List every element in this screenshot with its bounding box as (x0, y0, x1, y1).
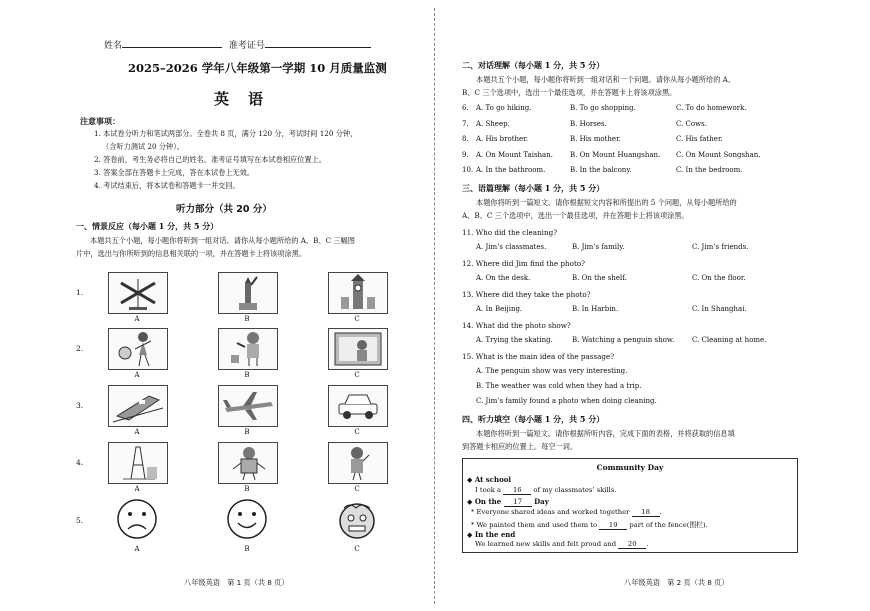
question-text: 15. What is the main idea of the passage? (462, 352, 615, 361)
option-a[interactable]: A. In the bathroom. (476, 166, 546, 174)
option-b[interactable]: B. Jim’s family. (572, 243, 625, 251)
listening-title: 听力部分（共 20 分） (176, 204, 272, 215)
boy-thinking-icon[interactable] (328, 442, 388, 484)
question-number: 4. (76, 458, 84, 467)
option-c[interactable]: C. Cows. (676, 120, 707, 128)
option-label: C (354, 371, 360, 379)
question-number: 6. (462, 104, 469, 112)
option-c[interactable]: C. On Mount Songshan. (676, 151, 761, 159)
option-label: C (354, 315, 360, 323)
table-text: of my classmates’ skills. (531, 486, 617, 494)
option-b[interactable]: B. In the balcony. (570, 166, 632, 174)
question-number: 9. (462, 151, 469, 159)
option-b[interactable]: B. Horses. (570, 120, 607, 128)
question-text: 13. Where did they take the photo? (462, 290, 591, 299)
option-b[interactable]: B. In Harbin. (572, 305, 619, 313)
happy-face-icon[interactable] (226, 498, 268, 540)
option-c[interactable]: C. In Shanghai. (692, 305, 747, 313)
table-text: * Everyone shared ideas and worked together (471, 508, 632, 516)
answer-blank-18[interactable]: 18 (632, 508, 660, 517)
question-text: 12. Where did Jim find the photo? (462, 259, 586, 268)
table-line: We learned new skills and felt proud and 20 . (475, 540, 649, 548)
note-item: 2. 答卷前，考生务必将自己的姓名、准考证号填写在本试卷相应位置上。 (94, 155, 326, 164)
option-a[interactable]: A. On the desk. (476, 274, 531, 282)
option-label: C (354, 545, 360, 553)
statue-liberty-icon[interactable] (218, 272, 278, 314)
option-a[interactable]: A. His brother. (476, 135, 528, 143)
option-label: A (134, 545, 140, 553)
question-text: 14. What did the photo show? (462, 321, 571, 330)
notes-heading: 注意事项： (80, 116, 120, 126)
answer-blank-20[interactable]: 20 (618, 540, 646, 549)
table-heading: ◆ At school (467, 475, 512, 484)
section3-instruction: 本题你将听到一篇短文。请你根据短文内容和所提出的 5 个问题，从每小题所给的 (476, 198, 737, 207)
table-heading: ◆ In the end (467, 530, 516, 539)
answer-blank-16[interactable]: 16 (503, 486, 531, 495)
option-b[interactable]: B. On Mount Huangshan. (570, 151, 661, 159)
question-number: 1. (76, 288, 84, 297)
option-label: A (134, 315, 140, 323)
question-text: 11. Who did the cleaning? (462, 228, 558, 237)
section2-instruction: 本题共五个小题，每小题你将听到一组对话和一个问题。请你从每小题所给的 A、 (476, 75, 736, 84)
table-heading-text: At school (474, 475, 512, 484)
question-number: 8. (462, 135, 469, 143)
option-b[interactable]: B. On the shelf. (572, 274, 627, 282)
table-heading: ◆ On the 17 Day (467, 497, 549, 506)
sign-cross-icon[interactable] (108, 272, 168, 314)
section1-instruction: 片中，选出与你所听到的信息相关联的一项，并在答题卡上将该项涂黑。 (76, 249, 307, 258)
sad-face-icon[interactable] (116, 498, 158, 540)
table-text: * We painted them and used them to (471, 521, 600, 529)
page-footer: 八年级英语 第 1 页（共 8 页） (184, 578, 289, 587)
girl-dancing-icon[interactable] (108, 328, 168, 370)
note-item: （含听力测试 20 分钟）。 (102, 142, 184, 151)
community-day-table (462, 458, 798, 553)
subject-title: 英 语 (214, 90, 266, 108)
question-number: 5. (76, 516, 84, 525)
option-label: C (354, 428, 360, 436)
option-a[interactable]: A. Trying the skating. (476, 336, 553, 344)
option-c[interactable]: C. Jim’s family found a photo when doing cleaning. (476, 397, 657, 405)
table-heading-text: On the (474, 497, 504, 506)
question-number: 3. (76, 401, 84, 410)
clock-tower-icon[interactable] (328, 272, 388, 314)
option-b[interactable]: B. To go shopping. (570, 104, 636, 112)
exam-no-blank[interactable] (265, 39, 371, 48)
left-page (0, 0, 432, 611)
option-label: B (244, 545, 250, 553)
option-label: C (354, 485, 360, 493)
section2-title: 二、对话理解（每小题 1 分，共 5 分） (462, 60, 605, 70)
robot-icon[interactable] (218, 442, 278, 484)
table-text: I took a (475, 486, 504, 494)
section3-title: 三、语篇理解（每小题 1 分，共 5 分） (462, 183, 605, 193)
option-label: B (244, 371, 250, 379)
section4-title: 四、听力填空（每小题 1 分，共 5 分） (462, 414, 605, 424)
option-label: A (134, 428, 140, 436)
exam-no-label: 准考证号 (228, 41, 265, 51)
angry-face-icon[interactable] (336, 498, 378, 540)
table-heading-text: In the end (474, 530, 516, 539)
table-title: Community Day (596, 463, 664, 472)
option-c[interactable]: C. His father. (676, 135, 723, 143)
table-line: * Everyone shared ideas and worked together 18 . (471, 508, 662, 516)
option-label: B (244, 485, 250, 493)
option-a[interactable]: A. In Beijing. (476, 305, 523, 313)
table-line (475, 486, 617, 495)
option-c[interactable]: C. Jim’s friends. (692, 243, 749, 251)
option-a[interactable]: A. To go hiking. (476, 104, 532, 112)
option-c[interactable]: C. In the bedroom. (676, 166, 743, 174)
option-b[interactable]: B. Watching a penguin show. (572, 336, 675, 344)
option-b[interactable]: B. The weather was cold when they had a trip. (476, 382, 642, 390)
question-number: 7. (462, 120, 469, 128)
question-number: 2. (76, 344, 84, 353)
section2-instruction: B、C 三个选项中，选出一个最佳选项，并在答题卡上将该项涂黑。 (462, 88, 677, 97)
table-heading-text: Day (531, 497, 549, 506)
option-label: B (244, 428, 250, 436)
name-blank[interactable] (122, 39, 222, 48)
car-icon[interactable] (328, 385, 388, 427)
option-a[interactable]: A. On Mount Taishan. (476, 151, 553, 159)
section1-instruction: 本题共五个小题，每小题你将听到一组对话。请你从每小题所给的 A、B、C 三幅图 (90, 236, 355, 245)
section4-instruction: 到答题卡相应的位置上。每空一词。 (462, 442, 578, 451)
note-item: 3. 答案全部在答题卡上完成，答在本试卷上无效。 (94, 168, 255, 177)
airplane-icon[interactable] (218, 385, 278, 427)
option-b[interactable]: B. His mother. (570, 135, 621, 143)
note-item: 4. 考试结束后，将本试卷和答题卡一并交回。 (94, 181, 240, 190)
section1-title: 一、情景反应（每小题 1 分，共 5 分） (76, 221, 219, 231)
option-label: A (134, 371, 140, 379)
option-a[interactable]: A. Sheep. (476, 120, 510, 128)
page-footer: 八年级英语 第 2 页（共 8 页） (624, 578, 729, 587)
table-line (471, 519, 708, 530)
boy-window-icon[interactable] (328, 328, 388, 370)
page-divider (434, 8, 435, 604)
option-label: B (244, 315, 250, 323)
table-text: part of the fence(围栏). (627, 521, 708, 529)
option-c[interactable]: C. Cleaning at home. (692, 336, 767, 344)
section3-instruction: A、B、C 三个选项中，选出一个最佳选项，并在答题卡上将该项涂黑。 (462, 211, 689, 220)
question-number: 10. (462, 166, 474, 174)
table-text: We learned new skills and felt proud and (475, 540, 619, 548)
option-c[interactable]: C. To do homework. (676, 104, 747, 112)
answer-blank-19[interactable]: 19 (599, 521, 627, 530)
option-a[interactable]: A. Jim’s classmates. (476, 243, 547, 251)
option-label: A (134, 485, 140, 493)
name-label: 姓名 (104, 41, 123, 51)
student-info-line (104, 38, 371, 51)
note-item: 1. 本试卷分听力和笔试两部分。全卷共 8 页，满分 120 分，考试时间 120 分钟， (94, 129, 358, 138)
boy-watering-icon[interactable] (218, 328, 278, 370)
exam-title: 2025–2026 学年八年级第一学期 10 月质量监测 (128, 61, 387, 75)
option-a[interactable]: A. The penguin show was very interesting. (476, 367, 628, 375)
train-icon[interactable] (108, 385, 168, 427)
eiffel-tower-icon[interactable] (108, 442, 168, 484)
section4-instruction: 本题你将听到一篇短文。请你根据所听内容，完成下面的表格，并将获取的信息填 (476, 429, 735, 438)
answer-blank-17[interactable]: 17 (504, 498, 532, 507)
option-c[interactable]: C. On the floor. (692, 274, 746, 282)
